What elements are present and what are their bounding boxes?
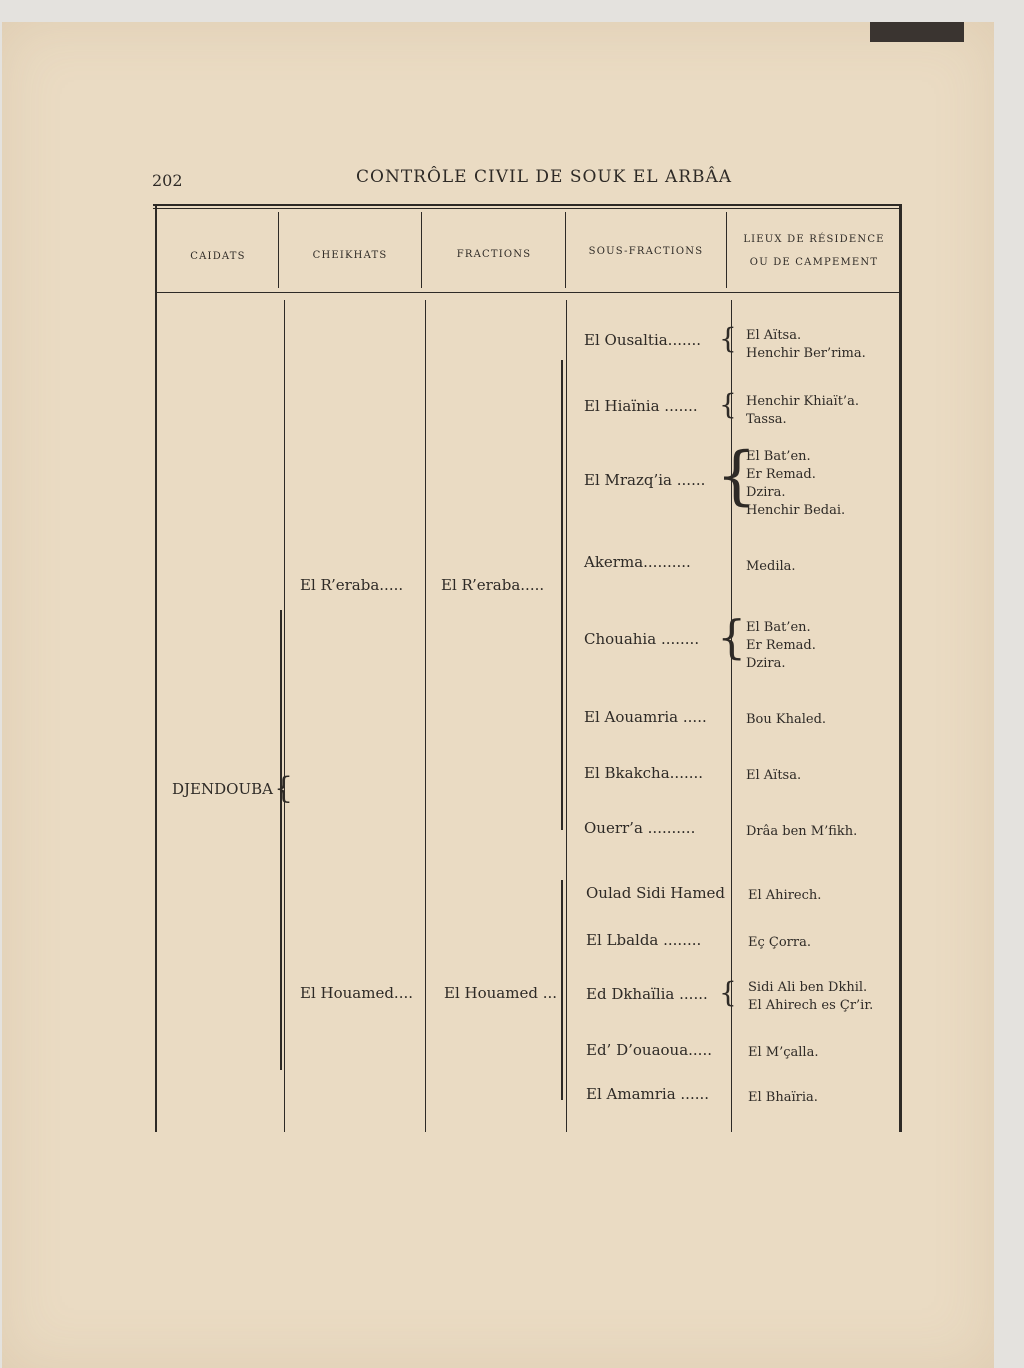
fraction-2-brace	[561, 880, 569, 1100]
lieu-item: Henchir Bedai.	[746, 503, 846, 518]
lieu-item: Sidi Ali ben Dkhil.	[748, 980, 868, 995]
lieux-row-12	[748, 1044, 818, 1062]
lieux-row-4	[746, 558, 796, 576]
lieu-item: Bou Khaled.	[746, 712, 827, 727]
sous-fraction-1: El Ousaltia.......	[584, 331, 702, 349]
col-divider-3	[565, 212, 566, 288]
lieux-brace-5: {	[717, 610, 747, 664]
fraction-2: El Houamed ...	[444, 984, 558, 1002]
header-bottom-rule	[157, 292, 899, 293]
lieux-row-10	[748, 934, 811, 952]
lieu-item: Dzira.	[746, 656, 786, 671]
header-caidats: CAIDATS	[190, 251, 246, 262]
lieux-brace-3: {	[716, 439, 757, 513]
lieux-brace-11: {	[719, 976, 737, 1009]
lieux-row-7	[746, 767, 801, 785]
lieu-item: El M’çalla.	[748, 1045, 819, 1060]
lieux-row-5	[746, 619, 816, 673]
lieu-item: Eç Çorra.	[748, 935, 811, 950]
caidat-brace: {	[274, 771, 294, 806]
header-lieux-line1: LIEUX DE RÉSIDENCE	[743, 234, 885, 245]
lieux-row-3	[746, 448, 845, 520]
running-title: CONTRÔLE CIVIL DE SOUK EL ARBÂA	[356, 167, 733, 187]
header-lieux-line2: OU DE CAMPEMENT	[749, 257, 879, 268]
sous-fraction-11: Ed Dkhaïlia ......	[586, 985, 708, 1003]
lieu-item: Er Remad.	[746, 638, 816, 653]
lieux-brace-1: {	[719, 322, 737, 355]
sous-fraction-13: El Amamria ......	[586, 1085, 710, 1103]
lieu-item: El Bat’en.	[746, 620, 811, 635]
lieu-item: El Ahirech es Çr’ir.	[748, 998, 874, 1013]
fraction-1: El R’eraba.....	[441, 576, 545, 594]
header-cheikhats: CHEIKHATS	[312, 250, 388, 261]
caidat-name: DJENDOUBA	[172, 780, 273, 798]
lieux-row-2	[746, 393, 859, 429]
lieu-item: El Ahirech.	[748, 888, 822, 903]
sous-fraction-9: Oulad Sidi Hamed	[586, 884, 726, 902]
sous-fraction-12: Ed’ D’ouaoua.....	[586, 1041, 712, 1059]
lieux-row-8	[746, 823, 857, 841]
header-sous-fractions: SOUS-FRACTIONS	[588, 246, 704, 257]
lieu-item: Dzira.	[746, 485, 786, 500]
lieu-item: Drâa ben M’fikh.	[746, 824, 858, 839]
sous-fraction-4: Akerma..........	[584, 553, 691, 571]
fraction-1-brace	[561, 360, 569, 830]
lieux-row-1	[746, 327, 866, 363]
sous-fraction-5: Chouahia ........	[584, 630, 700, 648]
sous-fraction-8: Ouerr’a ..........	[584, 819, 696, 837]
lieu-item: El Aïtsa.	[746, 328, 802, 343]
cheikhat-1: El R’eraba.....	[300, 576, 404, 594]
lieux-row-11	[748, 979, 873, 1015]
table-right-border	[899, 204, 902, 1132]
lieux-brace-2: {	[719, 388, 737, 421]
page	[2, 22, 994, 1368]
lieu-item: El Bhaïria.	[748, 1090, 818, 1105]
lieu-item: Tassa.	[746, 412, 787, 427]
scan-edge-bar	[870, 22, 964, 42]
lieu-item: Medila.	[746, 559, 796, 574]
lieu-item: Henchir Khiaït’a.	[746, 394, 859, 409]
table-top-rule-outer	[153, 204, 901, 206]
cheikhat-brace	[280, 610, 288, 1070]
table-left-border	[155, 204, 157, 1132]
lieu-item: Henchir Ber’rima.	[746, 346, 866, 361]
sous-fraction-10: El Lbalda ........	[586, 931, 702, 949]
lieux-row-9	[748, 887, 821, 905]
sous-fraction-2: El Hiaïnia .......	[584, 397, 698, 415]
lieux-row-13	[748, 1089, 818, 1107]
body-divider-2	[425, 300, 426, 1132]
col-divider-2	[421, 212, 422, 288]
lieux-row-6	[746, 711, 826, 729]
sous-fraction-6: El Aouamria .....	[584, 708, 707, 726]
lieu-item: El Aïtsa.	[746, 768, 802, 783]
table-top-rule-inner	[153, 208, 901, 209]
lieu-item: Er Remad.	[746, 467, 816, 482]
cheikhat-2: El Houamed....	[300, 984, 414, 1002]
lieu-item: El Bat’en.	[746, 449, 811, 464]
header-fractions: FRACTIONS	[456, 249, 532, 260]
page-number: 202	[152, 171, 183, 190]
col-divider-4	[726, 212, 727, 288]
sous-fraction-7: El Bkakcha.......	[584, 764, 704, 782]
sous-fraction-3: El Mrazq’ia ......	[584, 471, 706, 489]
col-divider-1	[278, 212, 279, 288]
